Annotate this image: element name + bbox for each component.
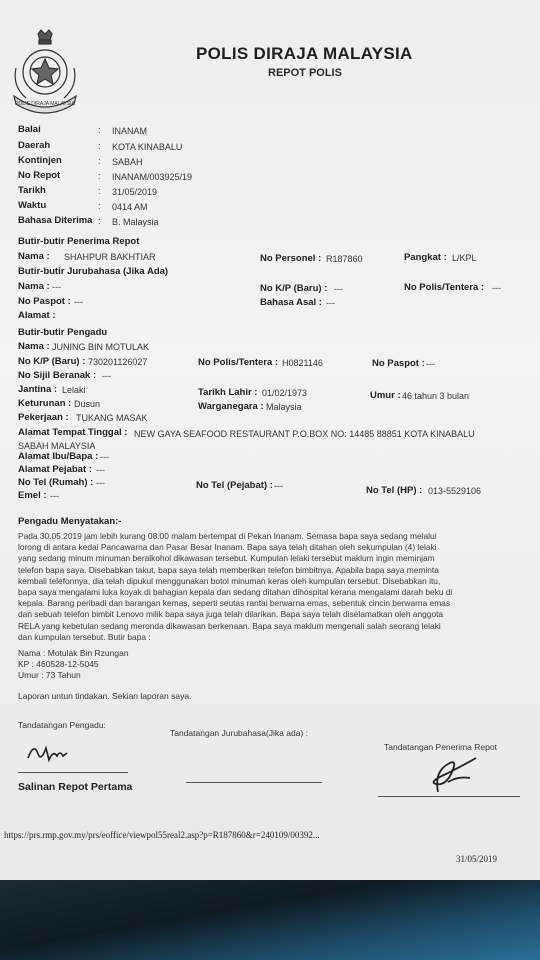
complainant-section-title: Butir-butir Pengadu (18, 327, 108, 338)
report-info-value: INANAM/003925/19 (112, 172, 193, 182)
sig-pengadu-line (18, 772, 128, 773)
complainant-telpejabat-value: --- (274, 481, 283, 491)
complainant-name-label: Nama : (18, 341, 50, 352)
report-info-colon: : (98, 125, 101, 135)
report-info-label: Kontinjen (18, 155, 62, 166)
report-info-label: Tarikh (18, 185, 46, 196)
report-info-colon: : (98, 156, 101, 166)
complainant-sijil-label: No Sijil Beranak : (18, 370, 97, 381)
police-crest-icon (8, 28, 82, 116)
complainant-paspot-label: No Paspot : (372, 358, 425, 369)
complainant-ibubapa-label: Alamat Ibu/Bapa : (18, 451, 99, 462)
complainant-polis-label: No Polis/Tentera : (198, 357, 279, 368)
complainant-alamat-line1: NEW GAYA SEAFOOD RESTAURANT P.O.BOX NO: 14485 88851 KOTA KINABALU (134, 429, 475, 439)
report-info-colon: : (98, 186, 101, 196)
statement-line: bapa saya mengalami luka koyak di bahagian kepala dan sedang ditahan dihospital kerana mengalami darah beku di (18, 587, 453, 597)
report-info-colon: : (98, 141, 101, 151)
complainant-pejabat-label: Alamat Pejabat : (18, 464, 92, 475)
complainant-keturunan-label: Keturunan : (18, 398, 72, 409)
complainant-sijil-value: --- (102, 371, 111, 381)
sig-penerima-label: Tandatangan Penerima Repot (384, 742, 497, 752)
interpreter-bahasa-value: --- (326, 298, 335, 308)
receiver-pangkat-value: L/KPL (452, 253, 477, 263)
statement-line: telefon bapa saya. Disebabkan takut, bapa saya telah memberikan telefon bimbitnya. Apabila bapa saya meminta (18, 564, 439, 575)
complainant-paspot-value: --- (426, 359, 435, 369)
report-info-value: SABAH (112, 157, 143, 167)
statement-line: yang sedang minum minuman beralkohol dikawasan tersebut. Kumpulan lelaki tersebut maklum ingin meminjam (18, 553, 435, 564)
interpreter-name-value: --- (52, 282, 61, 292)
report-info-value: B. Malaysia (112, 217, 159, 227)
complainant-telrumah-label: No Tel (Rumah) : (18, 477, 94, 488)
page-title: POLIS DIRAJA MALAYSIA (196, 44, 413, 63)
interpreter-kp-value: --- (334, 284, 343, 294)
interpreter-name-label: Nama : (18, 281, 50, 292)
crest-motto: POLIS DIRAJA MALAYSIA (15, 101, 75, 107)
statement-closing: Laporan untun tindakan. Sekian laporan saya. (18, 691, 192, 701)
complainant-warga-label: Warganegara : (198, 401, 264, 412)
complainant-umur-label: Umur : (370, 390, 401, 401)
report-info-label: Balai (18, 124, 41, 135)
report-info-label: No Repot (18, 170, 61, 181)
complainant-kp-value: 730201126027 (88, 357, 148, 367)
report-info-value: KOTA KINABALU (112, 142, 183, 152)
complainant-jantina-value: Lelaki (62, 385, 86, 395)
statement-line: kepala. Barang peribadi dan barangan kemas, seperti seutas rantai berwarna emas, sebentuk cincin berwarna emas (18, 598, 451, 609)
complainant-alamat-label: Alamat Tempat Tinggal : (18, 427, 128, 438)
interpreter-alamat-label: Alamat : (18, 310, 56, 321)
footer-url: https://prs.rmp.gov.my/prs/eoffice/viewpol55real2.asp?p=R187860&r=240109/00392... (4, 830, 320, 840)
complainant-kp-label: No K/P (Baru) : (18, 356, 86, 367)
complainant-emel-label: Emel : (18, 490, 47, 501)
report-info-value: 31/05/2019 (112, 187, 158, 197)
report-info-value: INANAM (112, 126, 148, 136)
receiver-name-label: Nama : (18, 251, 50, 262)
complainant-kerja-label: Pekerjaan : (18, 412, 69, 423)
complainant-telpejabat-label: No Tel (Pejabat) : (196, 480, 273, 491)
statement-line: kembali telefonnya, dia telah dipukul menggunakan botol minuman keras oleh kumpulan tersebut. Disebabkan itu, (18, 575, 441, 586)
statement-line: dan kumpulan tersebut. Butir bapa : (18, 631, 151, 642)
statement-line: dan sebuah telefon bimbit Lenovo milik bapa saya juga telah dilarikan. Bapa saya telah diselamatkan oleh anggota (18, 609, 444, 620)
salinan-label: Salinan Repot Pertama (18, 781, 133, 793)
complainant-alamat-line2: SABAH MALAYSIA (18, 441, 96, 451)
statement-line: RELA yang kebetulan sedang meronda dikawasan berkenaan. Bapa saya maklum mengenali salah seorang lelaki (18, 620, 441, 631)
receiver-personel-value: R187860 (326, 254, 363, 264)
complainant-umur-value: 46 tahun 3 bulan (402, 391, 470, 401)
receiver-name-value: SHAHPUR BAKHTIAR (64, 252, 156, 262)
complainant-ibubapa-value: --- (100, 452, 109, 462)
pengadu-signature-icon (24, 736, 84, 766)
receiver-pangkat-label: Pangkat : (404, 252, 447, 263)
complainant-name-value: JUNING BIN MOTULAK (52, 342, 150, 352)
report-info-colon: : (98, 201, 101, 211)
father-detail-line: Nama : Motulak Bin Rzungan (18, 648, 129, 658)
sig-jurubahasa-label: Tandatangan Jurubahasa(Jika ada) : (170, 728, 308, 738)
report-info-colon: : (98, 171, 101, 181)
footer-date: 31/05/2019 (456, 854, 498, 864)
interpreter-polis-value: --- (492, 283, 501, 293)
complainant-keturunan-value: Dusun (74, 399, 101, 409)
interpreter-paspot-value: --- (74, 297, 83, 307)
background-fabric (0, 880, 540, 960)
report-info-label: Daerah (18, 140, 51, 151)
report-info-colon: : (98, 216, 101, 226)
complainant-pejabat-value: --- (96, 465, 105, 475)
complainant-telhp-value: 013-5529106 (428, 486, 482, 496)
report-info-label: Waktu (18, 200, 47, 211)
report-info-value: 0414 AM (112, 202, 148, 212)
complainant-warga-value: Malaysia (266, 402, 302, 412)
penerima-signature-icon (408, 752, 488, 796)
complainant-telrumah-value: --- (96, 478, 105, 488)
statement-line: lorong di antara kedai Pancawarna dan Pasar Besar Inanam. Bapa saya telah ditahan oleh sekumpulan (4) lelaki (18, 542, 437, 553)
interpreter-paspot-label: No Paspot : (18, 296, 71, 307)
receiver-section-title: Butir-butir Penerima Repot (18, 236, 140, 247)
complainant-jantina-label: Jantina : (18, 384, 58, 395)
complainant-polis-value: H0821146 (282, 358, 323, 368)
complainant-kerja-value: TUKANG MASAK (76, 413, 148, 423)
sig-jurubahasa-line (186, 782, 322, 783)
statement-title: Pengadu Menyatakan:- (18, 516, 122, 527)
interpreter-kp-label: No K/P (Baru) : (260, 283, 328, 294)
complainant-telhp-label: No Tel (HP) : (366, 485, 423, 496)
sig-penerima-line (378, 796, 520, 797)
statement-line: Pada 30.05.2019 jam lebih kurang 08.00 malam bertempat di Pekan Inanam. Semasa bapa saya sedang melalui (18, 531, 437, 541)
sig-pengadu-label: Tandatangan Pengadu: (18, 720, 106, 730)
complainant-lahir-label: Tarikh Lahir : (198, 387, 258, 398)
complainant-emel-value: --- (50, 491, 59, 501)
father-detail-line: Umur : 73 Tahun (18, 670, 81, 680)
receiver-personel-label: No Personel : (260, 253, 322, 264)
father-detail-line: KP : 460528-12-5045 (18, 659, 99, 669)
report-info-label: Bahasa Diterima (18, 215, 93, 226)
interpreter-bahasa-label: Bahasa Asal : (260, 297, 322, 308)
page-subtitle: REPOT POLIS (268, 67, 342, 79)
complainant-lahir-value: 01/02/1973 (262, 388, 308, 398)
interpreter-section-title: Butir-butir Jurubahasa (Jika Ada) (18, 266, 169, 277)
interpreter-polis-label: No Polis/Tentera : (404, 282, 485, 293)
